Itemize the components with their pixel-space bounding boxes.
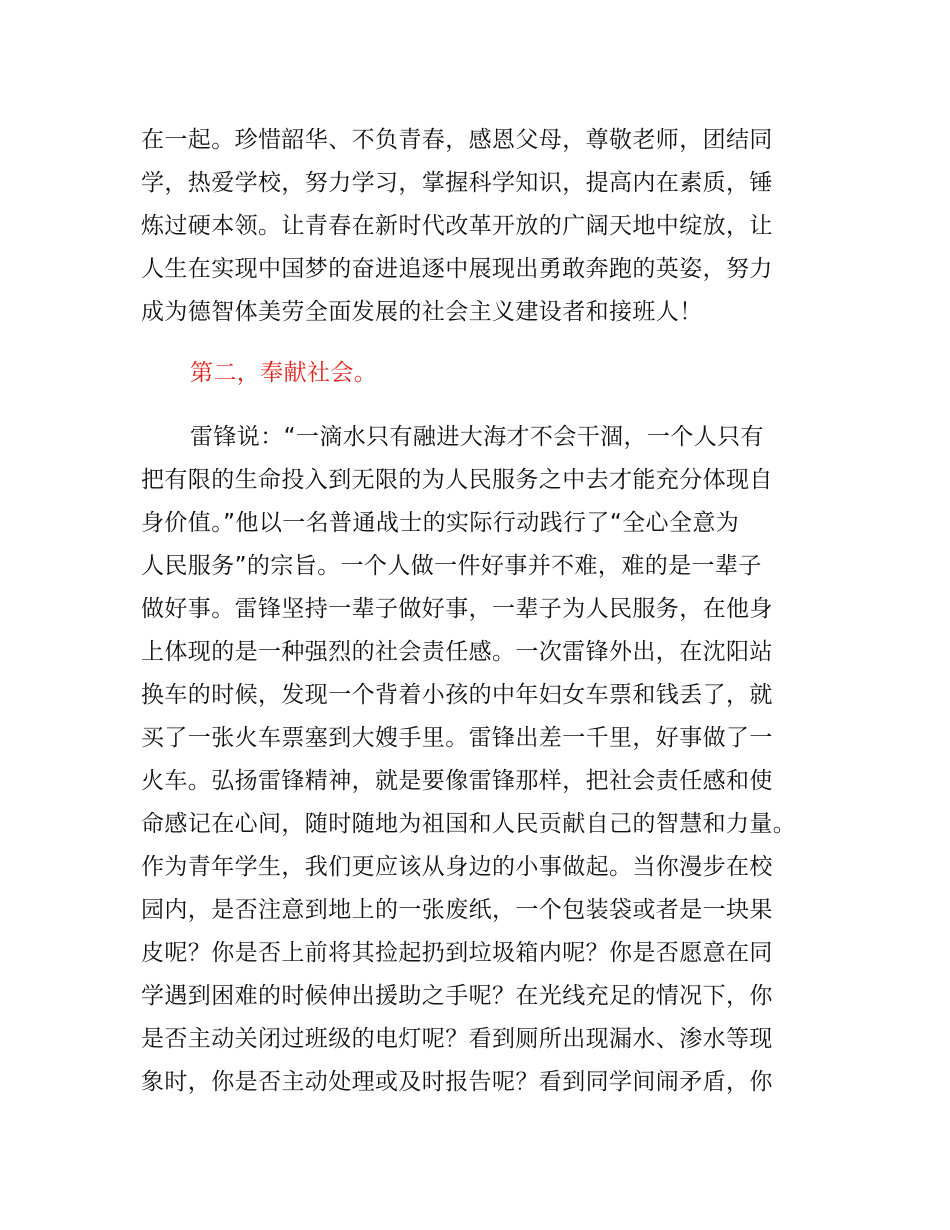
para2-line-7: 换车的时候，发现一个背着小孩的中年妇女车票和钱丢了，就 bbox=[141, 682, 773, 708]
para2-line-10: 命感记在心间，随时随地为祖国和人民贡献自己的智慧和力量。 bbox=[141, 811, 797, 837]
para1-line-5: 成为德智体美劳全面发展的社会主义建设者和接班人！ bbox=[141, 299, 703, 325]
para1-line-3: 炼过硬本领。让青春在新时代改革开放的广阔天地中绽放，让 bbox=[141, 213, 773, 239]
para2-line-1: 雷锋说：“一滴水只有融进大海才不会干涸，一个人只有 bbox=[190, 424, 764, 450]
para2-line-5: 做好事。雷锋坚持一辈子做好事，一辈子为人民服务，在他身 bbox=[141, 596, 773, 622]
para1-line-4: 人生在实现中国梦的奋进追逐中展现出勇敢奔跑的英姿，努力 bbox=[141, 256, 773, 282]
para2-line-9: 火车。弘扬雷锋精神，就是要像雷锋那样，把社会责任感和使 bbox=[141, 768, 773, 794]
para2-line-6: 上体现的是一种强烈的社会责任感。一次雷锋外出，在沈阳站 bbox=[141, 639, 773, 665]
para2-line-2: 把有限的生命投入到无限的为人民服务之中去才能充分体现自 bbox=[141, 467, 773, 493]
para2-line-8: 买了一张火车票塞到大嫂手里。雷锋出差一千里，好事做了一 bbox=[141, 725, 773, 751]
section-heading: 第二，奉献社会。 bbox=[190, 360, 378, 386]
para2-line-3: 身价值。”他以一名普通战士的实际行动践行了“全心全意为 bbox=[141, 510, 740, 536]
para1-line-1: 在一起。珍惜韶华、不负青春，感恩父母，尊敬老师，团结同 bbox=[141, 127, 773, 153]
para2-line-16: 象时，你是否主动处理或及时报告呢？看到同学间闹矛盾，你 bbox=[141, 1069, 773, 1095]
para2-line-15: 是否主动关闭过班级的电灯呢？看到厕所出现漏水、渗水等现 bbox=[141, 1026, 773, 1052]
para2-line-11: 作为青年学生，我们更应该从身边的小事做起。当你漫步在校 bbox=[141, 854, 773, 880]
para2-line-4: 人民服务”的宗旨。一个人做一件好事并不难，难的是一辈子 bbox=[141, 553, 762, 579]
para2-line-13: 皮呢？你是否上前将其捡起扔到垃圾箱内呢？你是否愿意在同 bbox=[141, 940, 773, 966]
para2-line-12: 园内，是否注意到地上的一张废纸，一个包装袋或者是一块果 bbox=[141, 897, 773, 923]
para1-line-2: 学，热爱学校，努力学习，掌握科学知识，提高内在素质，锤 bbox=[141, 170, 773, 196]
para2-line-14: 学遇到困难的时候伸出援助之手呢？在光线充足的情况下，你 bbox=[141, 983, 773, 1009]
